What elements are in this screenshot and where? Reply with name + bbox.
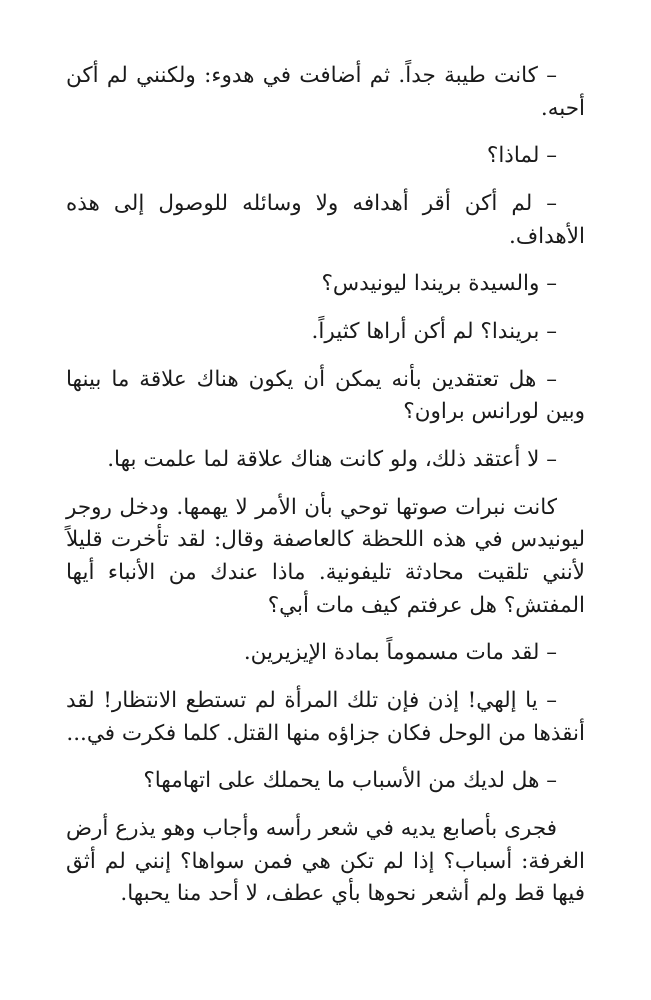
dialogue-paragraph: – يا إلهي! إذن فإن تلك المرأة لم تستطع الانتظار! لقد أنقذها من الوحل فكان جزاؤه منها القتل. كلما فكرت في... (66, 688, 585, 746)
dialogue-paragraph: – لم أكن أقر أهدافه ولا وسائله للوصول إلى هذه الأهداف. (66, 191, 585, 249)
dialogue-paragraph: – لقد مات مسموماً بمادة الإيزيرين. (243, 640, 557, 666)
dialogue-paragraph: – بريندا؟ لم أكن أراها كثيراً. (311, 319, 557, 345)
dialogue-paragraph: – لا أعتقد ذلك، ولو كانت هناك علاقة لما علمت بها. (107, 447, 557, 473)
dialogue-paragraph: – لماذا؟ (486, 143, 557, 169)
dialogue-paragraph: – هل لديك من الأسباب ما يحملك على اتهامها؟ (143, 768, 557, 794)
dialogue-paragraph: – كانت طيبة جداً. ثم أضافت في هدوء: ولكنني لم أكن أحبه. (66, 63, 585, 121)
narrative-paragraph: كانت نبرات صوتها توحي بأن الأمر لا يهمها. ودخل روجر ليونيدس في هذه اللحظة كالعاصفة وقال: لقد تأخرت قليلاً لأنني تلقيت محادثة تليفونية. ماذا عندك من الأنباء أيها المفتش؟ هل عرفتم كيف مات أبي؟ (66, 494, 585, 618)
dialogue-paragraph: – والسيدة بريندا ليونيدس؟ (321, 271, 557, 297)
dialogue-paragraph: – هل تعتقدين بأنه يمكن أن يكون هناك علاقة ما بينها وبين لورانس براون؟ (66, 366, 585, 425)
narrative-paragraph: فجرى بأصابع يديه في شعر رأسه وأجاب وهو يذرع أرض الغرفة: أسباب؟ إذا لم تكن هي فمن سواها؟ إنني لم أثق فيها قط ولم أشعر نحوها بأي عطف، لا أحد منا يحبها. (66, 816, 585, 907)
